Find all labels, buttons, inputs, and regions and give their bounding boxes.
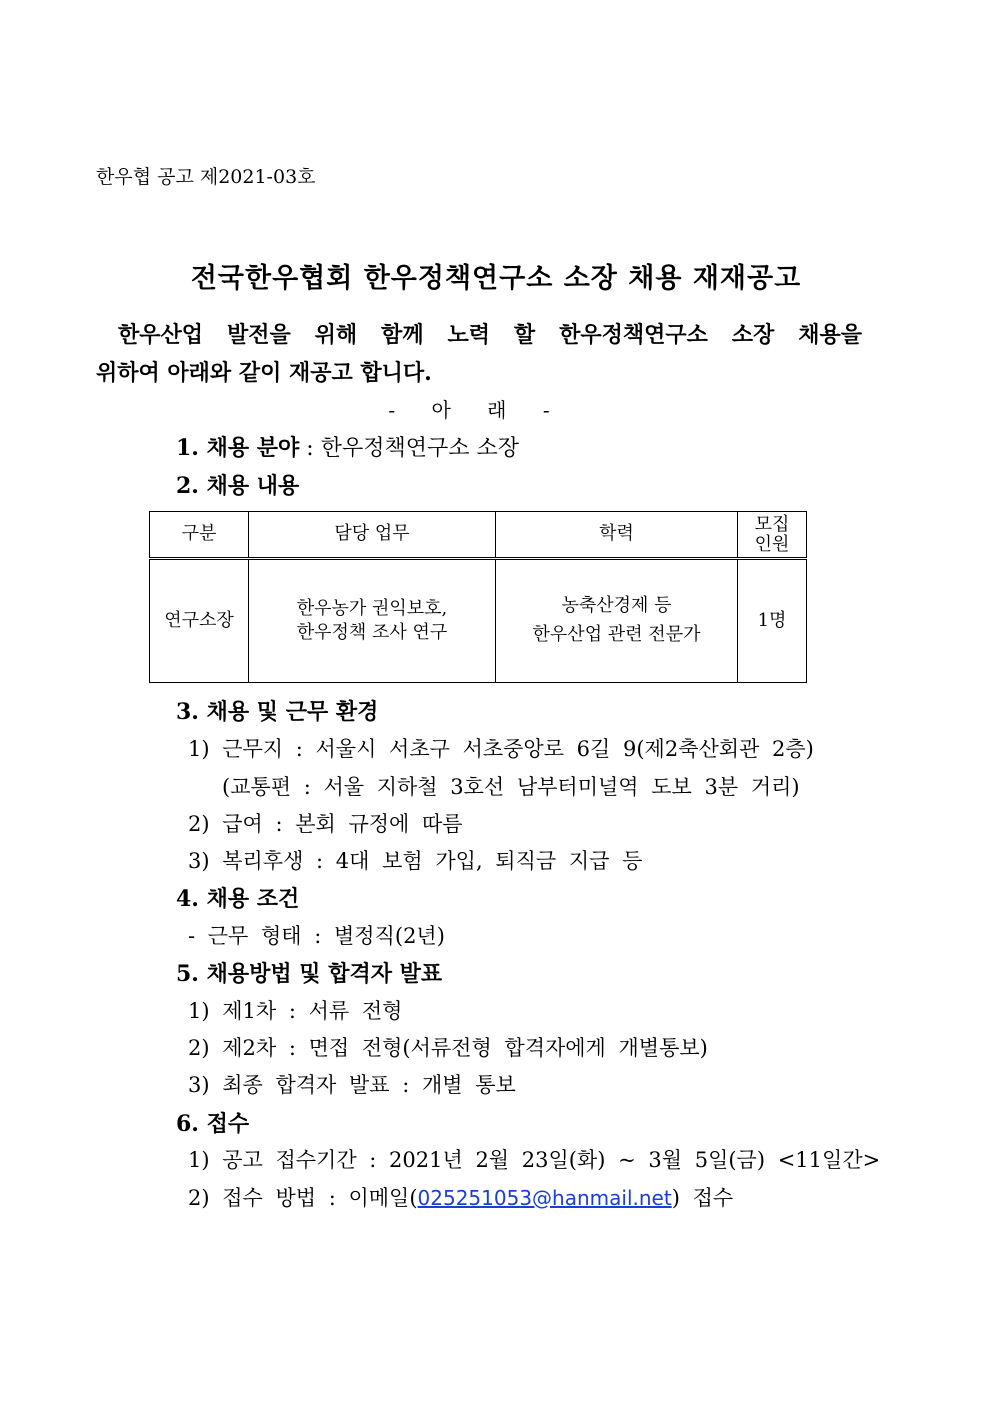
section-3-item-2: 2) 급여 : 본회 규정에 따름	[188, 812, 463, 836]
intro-line-1: 한우산업 발전을 위해 함께 노력 할 한우정책연구소 소장 채용을	[118, 322, 862, 348]
intro-line-2: 위하여 아래와 같이 재공고 합니다.	[96, 360, 432, 386]
method-suffix: ) 접수	[671, 1186, 734, 1210]
section-5-item-1: 1) 제1차 : 서류 전형	[188, 999, 403, 1023]
section-1-separator: :	[299, 436, 321, 461]
cell-category: 연구소장	[150, 559, 249, 683]
section-2-label: 2. 채용 내용	[176, 473, 300, 499]
section-4-label: 4. 채용 조건	[176, 886, 300, 912]
section-6-label: 6. 접수	[176, 1111, 250, 1137]
cell-education-line1: 농축산경제 등	[561, 595, 672, 617]
header-headcount	[738, 512, 807, 559]
cell-duties-line1: 한우농가 권익보호,	[296, 597, 448, 619]
section-4-item-1: - 근무 형태 : 별정직(2년)	[188, 924, 445, 948]
cell-headcount: 1명	[738, 559, 807, 683]
table-row	[150, 559, 807, 683]
header-category: 구분	[150, 512, 249, 559]
section-6-item-2	[188, 1182, 733, 1212]
section-5-item-2: 2) 제2차 : 면접 전형(서류전형 합격자에게 개별통보)	[188, 1036, 708, 1060]
cell-duties-line2: 한우정책 조사 연구	[296, 622, 448, 643]
section-1-value: 한우정책연구소 소장	[320, 436, 519, 461]
method-prefix: 2) 접수 방법 : 이메일(	[188, 1186, 418, 1210]
section-1-label: 1. 채용 분야	[176, 435, 300, 461]
header-education: 학력	[496, 512, 738, 559]
section-divider-label: - 아 래 -	[388, 398, 550, 422]
section-5-item-3: 3) 최종 합격자 발표 : 개별 통보	[188, 1073, 516, 1097]
document-title: 전국한우협회 한우정책연구소 소장 채용 재재공고	[190, 263, 802, 294]
recruitment-table	[149, 511, 807, 683]
section-3-label: 3. 채용 및 근무 환경	[176, 699, 379, 725]
header-headcount-line1: 모집	[754, 513, 790, 535]
section-5-label: 5. 채용방법 및 합격자 발표	[176, 961, 443, 987]
section-6-item-1: 1) 공고 접수기간 : 2021년 2월 23일(화) ~ 3월 5일(금) <11일간>	[188, 1148, 881, 1172]
section-3-item-1-transport: (교통편 : 서울 지하철 3호선 남부터미널역 도보 3분 거리)	[222, 775, 800, 799]
cell-education	[496, 559, 738, 683]
cell-duties	[249, 559, 496, 683]
table-header-row	[150, 512, 807, 559]
section-3-item-3: 3) 복리후생 : 4대 보험 가입, 퇴직금 지급 등	[188, 849, 643, 873]
notice-number: 한우협 공고 제2021-03호	[96, 166, 316, 188]
email-link[interactable]: 025251053@hanmail.net	[417, 1186, 672, 1210]
section-3-item-1: 1) 근무지 : 서울시 서초구 서초중앙로 6길 9(제2축산회관 2층)	[188, 737, 814, 761]
cell-education-line2: 한우산업 관련 전문가	[532, 624, 701, 645]
header-headcount-line2: 인원	[754, 533, 790, 555]
header-duties: 담당 업무	[249, 512, 496, 559]
section-1	[176, 431, 519, 462]
